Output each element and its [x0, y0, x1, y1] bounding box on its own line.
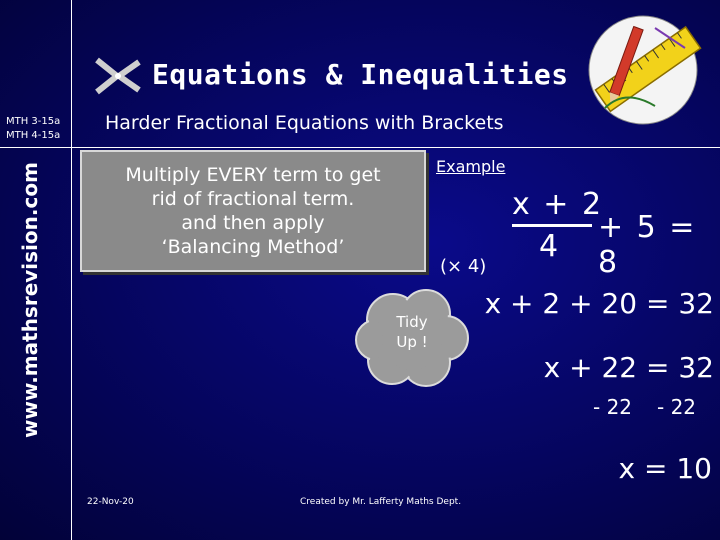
horizontal-divider	[0, 147, 720, 148]
page-subtitle: Harder Fractional Equations with Brackets	[105, 112, 504, 134]
multiplier-note: (× 4)	[440, 256, 487, 277]
equation-rest: + 5 = 8	[598, 210, 697, 280]
vertical-divider	[71, 0, 72, 540]
website-url: www.mathsrevision.com	[18, 162, 42, 438]
footer-credit: Created by Mr. Lafferty Maths Dept.	[300, 497, 462, 507]
callout-line: Tidy	[396, 313, 428, 331]
curriculum-code: MTH 3-15a	[6, 116, 61, 127]
instruction-line: and then apply	[181, 212, 325, 234]
instruction-line: rid of fractional term.	[151, 188, 355, 210]
instruction-line: ‘Balancing Method’	[161, 236, 345, 258]
ruler-pencil-clipart-icon	[585, 8, 705, 133]
subtract-right: - 22	[657, 395, 697, 419]
subtract-left: - 22	[593, 395, 633, 419]
curriculum-codes	[6, 115, 60, 143]
curriculum-code: MTH 4-15a	[6, 130, 61, 141]
equation-answer: x = 10	[618, 452, 712, 485]
example-label: Example	[436, 157, 506, 176]
tidy-up-callout	[382, 312, 442, 352]
fraction-bar	[512, 224, 592, 227]
instruction-line: Multiply EVERY term to get	[125, 164, 381, 186]
equation-step-1: x + 2 + 20 = 32	[484, 287, 714, 320]
equation-step-2: x + 22 = 32	[543, 351, 714, 384]
footer-date: 22-Nov-20	[87, 497, 134, 507]
callout-line: Up !	[396, 333, 428, 351]
scissors-logo-icon	[93, 56, 143, 96]
fraction-denominator: 4	[539, 229, 559, 264]
page-title: Equations & Inequalities	[152, 58, 569, 91]
fraction-numerator: x + 2	[512, 187, 604, 222]
instruction-box	[80, 150, 426, 272]
